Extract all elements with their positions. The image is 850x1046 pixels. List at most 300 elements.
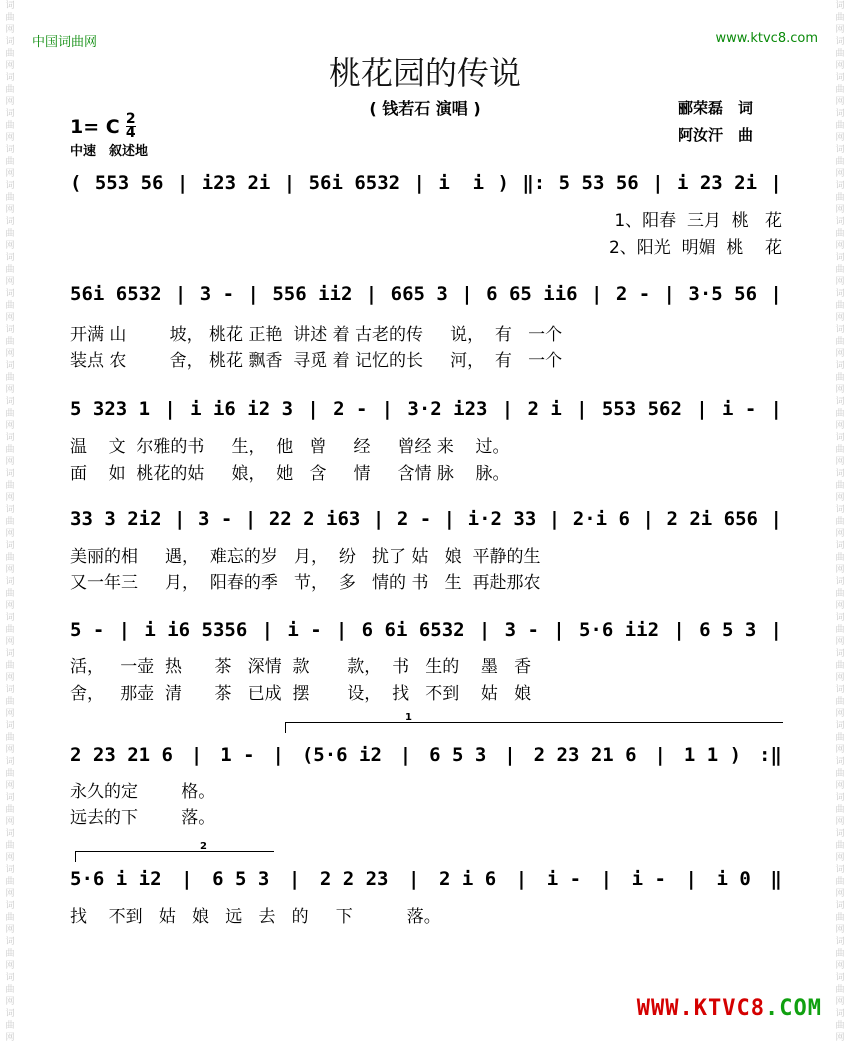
key-signature: [70, 113, 136, 140]
barline: |: [770, 508, 782, 530]
barline: |: [365, 283, 378, 305]
side-watermark-char: 曲: [835, 1021, 845, 1031]
barline: |: [478, 619, 491, 641]
note-group: 2·i 6: [572, 508, 630, 530]
side-watermark-char: 曲: [5, 13, 15, 23]
side-watermark-char: 词: [835, 289, 845, 299]
note-group: i -: [631, 868, 666, 890]
barline: |: [190, 744, 203, 766]
barline: |: [408, 868, 420, 890]
side-watermark-char: 曲: [5, 625, 15, 635]
side-watermark-char: 词: [5, 253, 15, 263]
note-group: i23 2i: [201, 172, 271, 194]
side-watermark-char: 词: [5, 469, 15, 479]
side-watermark-char: 网: [835, 781, 845, 791]
note-group: 2 -: [396, 508, 432, 530]
barline: |: [335, 619, 348, 641]
side-watermark-char: 曲: [835, 697, 845, 707]
lyric-line-5-verse-2: 舍， 那壶 清 茶 已成 摆 设， 找 不到 姑 娘: [70, 684, 532, 704]
barline: |: [413, 172, 425, 194]
side-watermark-char: 词: [835, 145, 845, 155]
side-watermark-char: 曲: [5, 841, 15, 851]
side-watermark-char: 曲: [5, 337, 15, 347]
note-group: 3 -: [198, 508, 233, 530]
side-watermark-char: 词: [5, 829, 15, 839]
barline: |: [174, 508, 186, 530]
time-signature: [126, 113, 136, 140]
side-watermark-char: 词: [835, 397, 845, 407]
barline: |: [372, 508, 385, 530]
side-watermark-char: 网: [835, 961, 845, 971]
lyric-line-2-verse-1: 开满 山 坡， 桃花 正艳 讲述 着 古老的传 说， 有 一个: [70, 325, 563, 345]
side-watermark-char: 曲: [835, 625, 845, 635]
note-group: i·2 33: [467, 508, 537, 530]
side-watermark-char: 网: [835, 25, 845, 35]
side-watermark-char: 曲: [5, 85, 15, 95]
volta-label-2: 2: [200, 841, 207, 852]
side-watermark-char: 网: [5, 745, 15, 755]
note-group: (5·6 i2: [301, 744, 382, 766]
side-watermark-char: 网: [5, 457, 15, 467]
side-watermark-char: 曲: [835, 553, 845, 563]
footer-url-c: .COM: [765, 996, 822, 1021]
note-group: i -: [721, 398, 757, 420]
meter-top: 2: [125, 111, 136, 127]
barline: |: [307, 398, 319, 420]
side-watermark-right: [830, 0, 850, 1046]
note-group: 2 23 21 6: [70, 744, 173, 766]
side-watermark-char: 网: [5, 313, 15, 323]
side-watermark-char: 词: [835, 253, 845, 263]
side-watermark-char: 词: [5, 289, 15, 299]
side-watermark-char: 曲: [835, 445, 845, 455]
side-watermark-char: 词: [835, 1, 845, 11]
side-watermark-char: 词: [835, 901, 845, 911]
side-watermark-char: 网: [835, 133, 845, 143]
side-watermark-char: 词: [5, 325, 15, 335]
note-group: 2 i: [527, 398, 562, 420]
side-watermark-char: 曲: [835, 805, 845, 815]
footer-url-b: KTVC8: [693, 996, 766, 1021]
side-watermark-char: 词: [5, 865, 15, 875]
side-watermark-char: 网: [5, 25, 15, 35]
note-group: 3 -: [199, 283, 235, 305]
barline: |: [576, 398, 588, 420]
side-watermark-char: 网: [5, 61, 15, 71]
note-group: 3 -: [504, 619, 539, 641]
volta-label-1: 1: [405, 712, 412, 723]
score-line-1: [70, 172, 782, 194]
note-group: 553 562: [601, 398, 682, 420]
side-watermark-char: 词: [5, 1009, 15, 1019]
composer-credit: 阿汝汗 曲: [678, 126, 754, 144]
side-watermark-char: 词: [835, 217, 845, 227]
side-watermark-char: 网: [835, 421, 845, 431]
side-watermark-char: 词: [5, 793, 15, 803]
key-label: 1= C: [70, 115, 120, 138]
note-group: 33 3 2i2: [70, 508, 162, 530]
note-group: 5·6 i i2: [70, 868, 162, 890]
side-watermark-char: 曲: [5, 301, 15, 311]
barline: |: [244, 508, 257, 530]
side-watermark-char: 曲: [5, 589, 15, 599]
side-watermark-char: 网: [835, 997, 845, 1007]
side-watermark-char: 网: [835, 385, 845, 395]
side-watermark-char: 词: [835, 829, 845, 839]
side-watermark-char: 词: [835, 937, 845, 947]
side-watermark-char: 曲: [835, 265, 845, 275]
side-watermark-char: 网: [5, 637, 15, 647]
note-group: 5·6 ii2: [578, 619, 660, 641]
side-watermark-char: 曲: [835, 49, 845, 59]
note-group: 5 -: [70, 619, 105, 641]
side-watermark-char: 词: [5, 505, 15, 515]
note-group: 5 53 56: [558, 172, 639, 194]
side-watermark-char: 曲: [835, 661, 845, 671]
note-group: 6 6i 6532: [361, 619, 465, 641]
side-watermark-char: 曲: [835, 589, 845, 599]
side-watermark-char: 词: [5, 73, 15, 83]
side-watermark-char: 曲: [5, 733, 15, 743]
barline: |: [652, 172, 664, 194]
note-group: 2 i 6: [439, 868, 497, 890]
note-group: 56i 6532: [70, 283, 162, 305]
side-watermark-char: 词: [835, 757, 845, 767]
side-watermark-char: 曲: [835, 121, 845, 131]
side-watermark-char: 词: [835, 325, 845, 335]
note-group: 665 3: [390, 283, 448, 305]
note-group: 2 -: [333, 398, 368, 420]
side-watermark-char: 词: [835, 361, 845, 371]
barline: |: [663, 283, 675, 305]
side-watermark-char: 曲: [5, 157, 15, 167]
side-watermark-char: 词: [835, 469, 845, 479]
side-watermark-char: 词: [835, 1009, 845, 1019]
side-watermark-char: 曲: [5, 49, 15, 59]
note-group: 5 323 1: [70, 398, 151, 420]
side-watermark-char: 词: [5, 109, 15, 119]
barline: |: [770, 172, 782, 194]
side-watermark-char: 曲: [5, 445, 15, 455]
barline: |: [181, 868, 193, 890]
song-title: 桃花园的传说: [328, 54, 521, 92]
side-watermark-char: 曲: [835, 733, 845, 743]
side-watermark-char: 网: [835, 205, 845, 215]
side-watermark-char: 曲: [835, 373, 845, 383]
side-watermark-char: 曲: [5, 985, 15, 995]
note-group: i i6 5356: [144, 619, 248, 641]
side-watermark-char: 曲: [835, 85, 845, 95]
side-watermark-char: 曲: [5, 265, 15, 275]
note-group: 56i 6532: [308, 172, 401, 194]
site-url-right[interactable]: www.ktvc8.com: [715, 31, 818, 46]
side-watermark-char: 词: [5, 397, 15, 407]
side-watermark-char: 曲: [5, 481, 15, 491]
side-watermark-char: 网: [5, 889, 15, 899]
barline: |: [600, 868, 613, 890]
side-watermark-char: 词: [835, 973, 845, 983]
side-watermark-char: 网: [835, 169, 845, 179]
site-name-left[interactable]: 中国词曲网: [32, 35, 98, 50]
side-watermark-char: 网: [835, 349, 845, 359]
side-watermark-char: 网: [835, 817, 845, 827]
side-watermark-char: 网: [5, 961, 15, 971]
barline: |: [548, 508, 561, 530]
side-watermark-char: 网: [835, 529, 845, 539]
side-watermark-char: 网: [5, 601, 15, 611]
side-watermark-char: 词: [835, 73, 845, 83]
note-group: i -: [287, 619, 322, 641]
note-group: i i: [438, 172, 485, 194]
barline: |: [174, 283, 187, 305]
side-watermark-char: 词: [835, 541, 845, 551]
side-watermark-char: 网: [835, 97, 845, 107]
side-watermark-char: 曲: [5, 121, 15, 131]
side-watermark-char: 曲: [5, 913, 15, 923]
barline: |: [461, 283, 473, 305]
note-group: 6 65 ii6: [486, 283, 578, 305]
performer: ( 钱若石 演唱 ): [369, 99, 481, 118]
side-watermark-char: 词: [5, 37, 15, 47]
volta-bracket-2: [75, 851, 274, 862]
side-watermark-char: 曲: [835, 985, 845, 995]
side-watermark-char: 网: [5, 709, 15, 719]
side-watermark-char: 网: [5, 997, 15, 1007]
side-watermark-char: 词: [835, 613, 845, 623]
barline: |: [399, 744, 412, 766]
side-watermark-char: 词: [5, 541, 15, 551]
barline: :‖: [758, 744, 782, 766]
side-watermark-char: 网: [835, 745, 845, 755]
side-watermark-char: 网: [835, 925, 845, 935]
side-watermark-char: 网: [5, 241, 15, 251]
barline: |: [685, 868, 697, 890]
side-watermark-char: 词: [5, 181, 15, 191]
lyric-line-6-verse-2: 远去的下 落。: [70, 808, 216, 828]
side-watermark-char: 网: [5, 169, 15, 179]
side-watermark-char: 网: [835, 853, 845, 863]
side-watermark-char: 词: [5, 577, 15, 587]
score-line-5: [70, 619, 782, 641]
barline: |: [261, 619, 274, 641]
side-watermark-char: 网: [5, 1033, 15, 1043]
side-watermark-char: 曲: [835, 13, 845, 23]
side-watermark-char: 词: [5, 649, 15, 659]
side-watermark-left: [0, 0, 20, 1046]
side-watermark-char: 曲: [5, 553, 15, 563]
side-watermark-char: 词: [5, 361, 15, 371]
barline: |: [515, 868, 528, 890]
score-line-6: [70, 744, 782, 766]
side-watermark-char: 曲: [5, 949, 15, 959]
barline: |: [501, 398, 514, 420]
meter-bottom: 4: [125, 125, 136, 141]
side-watermark-char: 网: [835, 709, 845, 719]
side-watermark-char: 词: [835, 505, 845, 515]
note-group: ): [497, 172, 509, 194]
side-watermark-char: 网: [835, 601, 845, 611]
side-watermark-char: 词: [835, 109, 845, 119]
note-group: 553 56: [94, 172, 164, 194]
note-group: (: [70, 172, 82, 194]
note-group: 22 2 i63: [268, 508, 361, 530]
side-watermark-char: 网: [5, 529, 15, 539]
lyric-line-1-verse-1: 1、阳春 三月 桃 花: [614, 211, 782, 231]
side-watermark-char: 曲: [5, 805, 15, 815]
side-watermark-char: 曲: [5, 661, 15, 671]
score-line-7: [70, 868, 782, 890]
side-watermark-char: 网: [5, 385, 15, 395]
side-watermark-char: 曲: [5, 769, 15, 779]
side-watermark-char: 网: [835, 61, 845, 71]
side-watermark-char: 曲: [5, 373, 15, 383]
barline: |: [288, 868, 301, 890]
lyricist-credit: 郦荣磊 词: [678, 99, 754, 117]
note-group: 556 ii2: [272, 283, 353, 305]
lyric-line-2-verse-2: 装点 农 舍， 桃花 飘香 寻觅 着 记忆的长 河， 有 一个: [70, 351, 563, 371]
side-watermark-char: 网: [835, 565, 845, 575]
barline: |: [381, 398, 394, 420]
side-watermark-char: 词: [5, 937, 15, 947]
lyric-line-4-verse-2: 又一年三 月， 阳春的季 节， 多 情的 书 生 再赴那农: [70, 573, 541, 593]
barline: |: [283, 172, 296, 194]
side-watermark-char: 网: [835, 1033, 845, 1043]
note-group: 2 2i 656: [666, 508, 758, 530]
side-watermark-char: 词: [5, 1, 15, 11]
side-watermark-char: 网: [835, 313, 845, 323]
side-watermark-char: 网: [835, 637, 845, 647]
side-watermark-char: 网: [5, 277, 15, 287]
side-watermark-char: 词: [835, 793, 845, 803]
side-watermark-char: 词: [5, 613, 15, 623]
side-watermark-char: 曲: [5, 229, 15, 239]
side-watermark-char: 词: [5, 757, 15, 767]
lyric-line-4-verse-1: 美丽的相 遇， 难忘的岁 月， 纷 扰了 姑 娘 平静的生: [70, 547, 541, 567]
side-watermark-char: 曲: [5, 193, 15, 203]
side-watermark-char: 网: [5, 817, 15, 827]
note-group: i 23 2i: [676, 172, 758, 194]
side-watermark-char: 网: [5, 205, 15, 215]
barline: |: [443, 508, 456, 530]
side-watermark-char: 网: [835, 457, 845, 467]
side-watermark-char: 曲: [835, 877, 845, 887]
side-watermark-char: 词: [5, 901, 15, 911]
side-watermark-char: 网: [835, 673, 845, 683]
side-watermark-char: 曲: [5, 409, 15, 419]
side-watermark-char: 曲: [835, 157, 845, 167]
barline: |: [164, 398, 176, 420]
barline: |: [176, 172, 189, 194]
side-watermark-char: 曲: [835, 301, 845, 311]
side-watermark-char: 曲: [5, 877, 15, 887]
side-watermark-char: 曲: [835, 481, 845, 491]
barline: |: [673, 619, 685, 641]
side-watermark-char: 曲: [835, 229, 845, 239]
lyric-line-3-verse-1: 温 文 尔雅的书 生， 他 曾 经 曾经 来 过。: [70, 437, 510, 457]
side-watermark-char: 词: [5, 973, 15, 983]
note-group: 6 5 3: [212, 868, 270, 890]
note-group: 3·5 56: [688, 283, 758, 305]
side-watermark-char: 词: [5, 685, 15, 695]
footer-site-logo[interactable]: [637, 996, 822, 1021]
note-group: 2 23 21 6: [533, 744, 637, 766]
side-watermark-char: 网: [5, 349, 15, 359]
barline: |: [553, 619, 565, 641]
side-watermark-char: 词: [835, 685, 845, 695]
side-watermark-char: 词: [5, 145, 15, 155]
side-watermark-char: 网: [835, 277, 845, 287]
side-watermark-char: 曲: [835, 517, 845, 527]
note-group: 1 -: [220, 744, 255, 766]
barline: |: [654, 744, 666, 766]
lyric-line-3-verse-2: 面 如 桃花的姑 娘， 她 含 情 含情 脉 脉。: [70, 464, 510, 484]
barline: |: [504, 744, 516, 766]
side-watermark-char: 曲: [835, 409, 845, 419]
barline: |: [770, 283, 782, 305]
note-group: 1 1 ): [683, 744, 742, 766]
side-watermark-char: 网: [5, 97, 15, 107]
side-watermark-char: 网: [5, 853, 15, 863]
side-watermark-char: 曲: [835, 913, 845, 923]
barline: |: [770, 619, 782, 641]
barline: ‖: [770, 868, 782, 890]
note-group: i -: [546, 868, 582, 890]
note-group: 3·2 i23: [407, 398, 488, 420]
lyric-line-5-verse-1: 活， 一壶 热 茶 深情 款 款， 书 生的 墨 香: [70, 657, 532, 677]
tempo-marking: 中速 叙述地: [70, 144, 149, 159]
barline: ‖:: [522, 172, 546, 194]
lyric-line-1-verse-2: 2、阳光 明媚 桃 花: [608, 238, 782, 258]
side-watermark-char: 曲: [5, 517, 15, 527]
side-watermark-char: 网: [5, 133, 15, 143]
side-watermark-char: 网: [835, 889, 845, 899]
barline: |: [247, 283, 259, 305]
note-group: 2 2 23: [319, 868, 389, 890]
side-watermark-char: 网: [5, 421, 15, 431]
barline: |: [590, 283, 603, 305]
note-group: i 0: [716, 868, 751, 890]
side-watermark-char: 词: [835, 649, 845, 659]
side-watermark-char: 曲: [835, 841, 845, 851]
side-watermark-char: 曲: [835, 769, 845, 779]
barline: |: [696, 398, 708, 420]
side-watermark-char: 词: [835, 721, 845, 731]
barline: |: [642, 508, 654, 530]
barline: |: [118, 619, 131, 641]
side-watermark-char: 曲: [5, 1021, 15, 1031]
side-watermark-char: 网: [835, 241, 845, 251]
lyric-line-6-verse-1: 永久的定 格。: [70, 782, 216, 802]
score-line-3: [70, 398, 782, 420]
lyric-line-7: 找 不到 姑 娘 远 去 的 下 落。: [70, 907, 441, 927]
side-watermark-char: 词: [5, 433, 15, 443]
note-group: 6 5 3: [429, 744, 487, 766]
side-watermark-char: 网: [5, 493, 15, 503]
side-watermark-char: 网: [5, 565, 15, 575]
side-watermark-char: 词: [5, 217, 15, 227]
side-watermark-char: 词: [835, 577, 845, 587]
side-watermark-char: 词: [835, 37, 845, 47]
side-watermark-char: 词: [835, 433, 845, 443]
note-group: i i6 i2 3: [190, 398, 294, 420]
side-watermark-char: 网: [5, 925, 15, 935]
side-watermark-char: 词: [5, 721, 15, 731]
side-watermark-char: 网: [5, 781, 15, 791]
note-group: 6 5 3: [699, 619, 757, 641]
side-watermark-char: 词: [835, 865, 845, 875]
barline: |: [272, 744, 284, 766]
footer-url-a: WWW.: [636, 996, 694, 1021]
